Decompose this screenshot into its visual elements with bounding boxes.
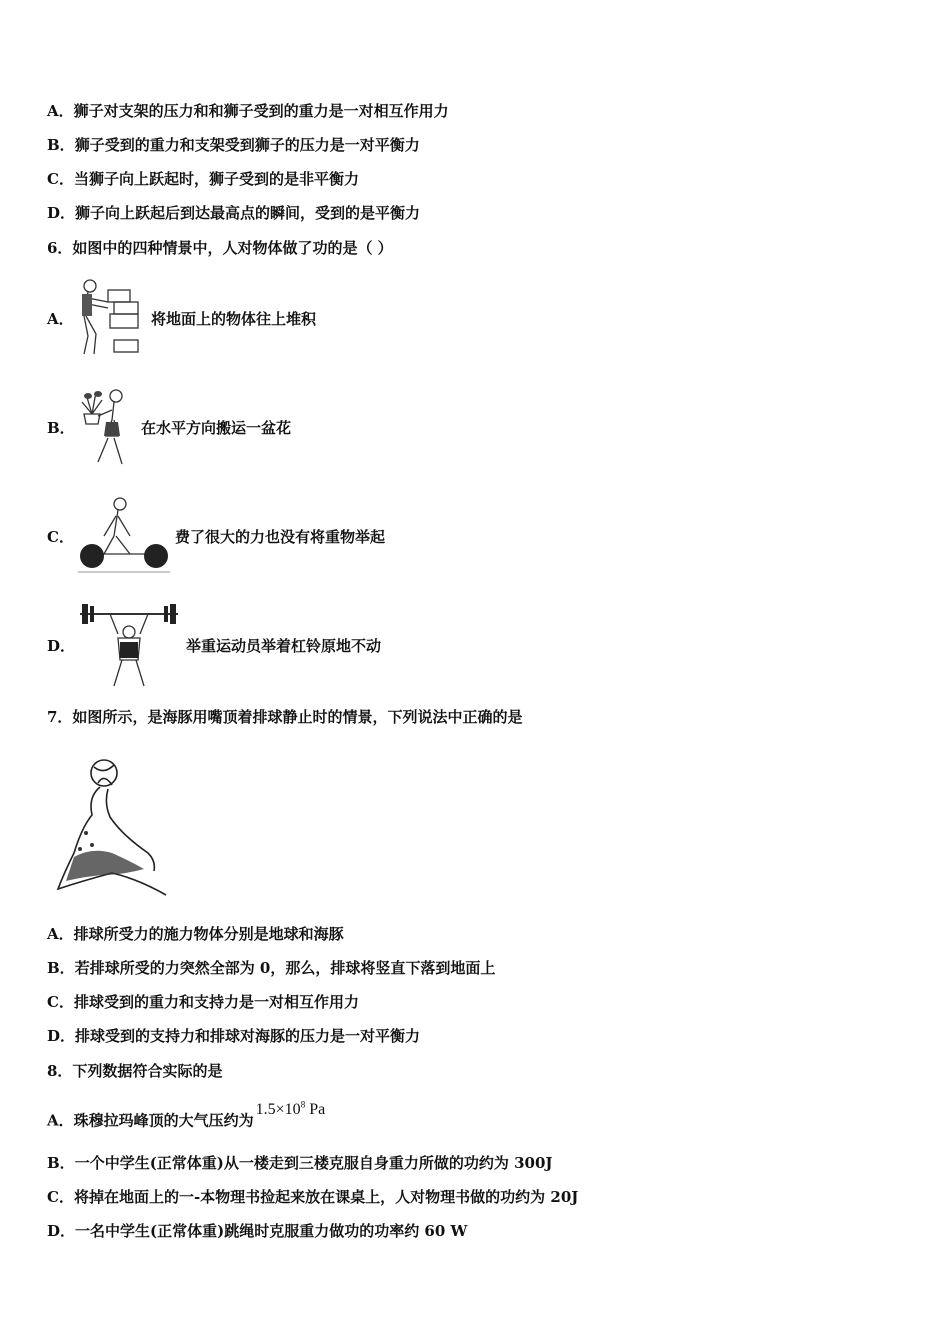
option-letter: C． (47, 1188, 74, 1206)
q8-option-b (47, 1153, 553, 1173)
option-letter: C． (47, 993, 74, 1011)
option-letter: A． (47, 102, 74, 120)
option-text: 当狮子向上跃起时，狮子受到的是非平衡力 (73, 170, 359, 188)
formula-unit: Pa (305, 1101, 326, 1119)
option-letter: B． (47, 1154, 75, 1172)
q5-option-d (47, 203, 420, 223)
q6-option-b-text: 在水平方向搬运一盆花 (141, 419, 292, 437)
option-letter: D． (47, 204, 76, 222)
q8-option-d (47, 1221, 467, 1241)
q8-option-c (47, 1187, 578, 1207)
q7-option-c (47, 992, 359, 1012)
dolphin-ball-icon (52, 757, 170, 899)
q5-option-c (47, 169, 359, 189)
failing-to-lift-weight-icon (74, 492, 174, 574)
weightlifter-holding-barbell-icon (74, 602, 184, 690)
option-text: 排球所受力的施力物体分别是地球和海豚 (73, 925, 344, 943)
option-text: 排球受到的支持力和排球对海豚的压力是一对平衡力 (75, 1027, 421, 1045)
q7-option-d (47, 1026, 420, 1046)
q6-option-a-text: 将地面上的物体往上堆积 (151, 310, 317, 328)
q5-option-b (47, 135, 420, 155)
option-text: 狮子受到的重力和支架受到狮子的压力是一对平衡力 (74, 136, 420, 154)
option-text: 狮子对支架的压力和和狮子受到的重力是一对相互作用力 (73, 102, 449, 120)
q6-option-c-text: 费了很大的力也没有将重物举起 (175, 528, 386, 546)
option-text: 排球受到的重力和支持力是一对相互作用力 (73, 993, 359, 1011)
formula-mantissa: 1.5×10 (255, 1101, 301, 1119)
option-text: 珠穆拉玛峰顶的大气压约为 (73, 1111, 254, 1130)
option-text: 一名中学生(正常体重)跳绳时克服重力做功的功率约 60 W (75, 1222, 468, 1240)
option-text: 一个中学生(正常体重)从一楼走到三楼克服自身重力所做的功约为 300J (74, 1154, 553, 1172)
stacking-boxes-icon (74, 276, 150, 356)
q6-option-d-text: 举重运动员举着杠铃原地不动 (186, 637, 382, 655)
option-letter: A． (47, 1111, 74, 1130)
pressure-formula (256, 1101, 326, 1118)
option-letter: D． (47, 1027, 76, 1045)
q7-option-a (47, 924, 344, 944)
option-letter: A． (47, 925, 74, 943)
q6-option-c-letter: C． (47, 528, 74, 546)
option-text: 狮子向上跃起后到达最高点的瞬间，受到的是平衡力 (75, 204, 421, 222)
formula-exponent: 8 (300, 1100, 306, 1110)
q6-option-a-letter: A． (47, 310, 74, 328)
q5-option-a (47, 101, 449, 121)
q7-stem: 7．如图所示，是海豚用嘴顶着排球静止时的情景，下列说法中正确的是 (47, 708, 523, 726)
q6-option-d-letter: D． (47, 637, 76, 655)
q8-stem: 8．下列数据符合实际的是 (47, 1062, 223, 1080)
option-text: 若排球所受的力突然全部为 0，那么，排球将竖直下落到地面上 (74, 959, 496, 977)
q8-option-a (47, 1100, 326, 1131)
carrying-flowerpot-icon (78, 386, 134, 468)
option-letter: B． (47, 136, 75, 154)
option-letter: C． (47, 170, 74, 188)
option-letter: B． (47, 959, 75, 977)
option-text: 将掉在地面上的一-本物理书捡起来放在课桌上，人对物理书做的功约为 20J (73, 1188, 579, 1206)
q7-option-b (47, 958, 495, 978)
option-letter: D． (47, 1222, 76, 1240)
q6-option-b-letter: B． (47, 419, 75, 437)
q6-stem: 6．如图中的四种情景中，人对物体做了功的是（ ） (47, 239, 393, 257)
